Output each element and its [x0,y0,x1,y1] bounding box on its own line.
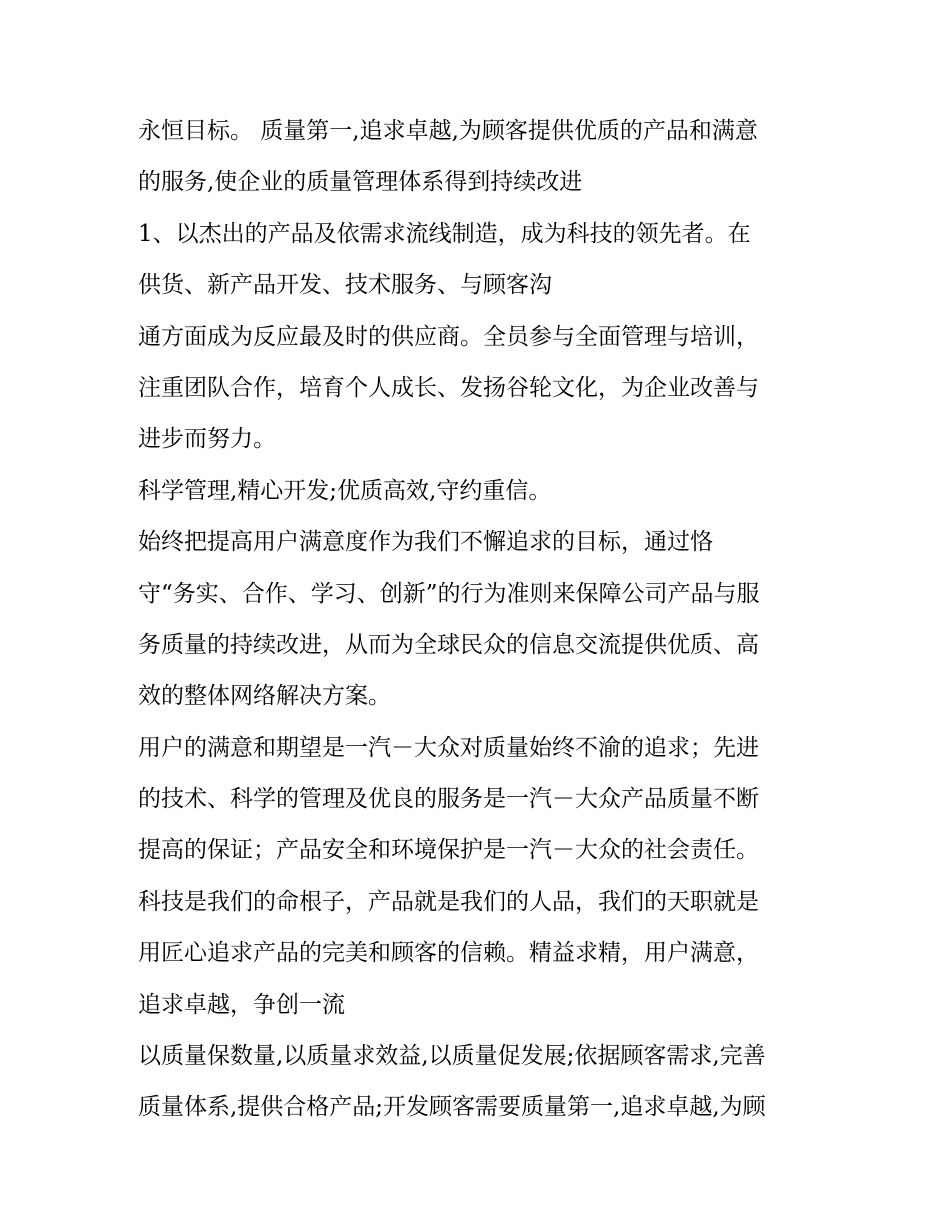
text-line: 守“务实、合作、学习、创新”的行为准则来保障公司产品与服 [138,580,760,607]
text-line: 提高的保证；产品安全和环境保护是一汽－大众的社会责任。 [138,837,759,864]
text-line: 务质量的持续改进，从而为全球民众的信息交流提供优质、高 [138,631,759,658]
text-line: 科学管理,精心开发;优质高效,守约重信。 [138,477,552,504]
text-line: 始终把提高用户满意度作为我们不懈追求的目标，通过恪 [138,529,713,556]
text-line: 进步而努力。 [138,426,276,453]
text-line: 科技是我们的命根子，产品就是我们的人品，我们的天职就是 [138,888,759,915]
text-line: 用匠心追求产品的完美和顾客的信赖。精益求精，用户满意， [138,940,759,967]
text-line: 的服务,使企业的质量管理体系得到持续改进 [138,169,583,196]
text-line: 通方面成为反应最及时的供应商。全员参与全面管理与培训， [138,323,759,350]
text-line: 永恒目标。 质量第一,追求卓越,为顾客提供优质的产品和满意 [138,118,758,144]
text-line: 用户的满意和期望是一汽－大众对质量始终不渝的追求；先进 [138,734,759,761]
document-text [138,106,818,1134]
text-line: 效的整体网络解决方案。 [138,683,391,710]
text-line: 注重团队合作，培育个人成长、发扬谷轮文化，为企业改善与 [138,374,759,401]
text-line: 的技术、科学的管理及优良的服务是一汽－大众产品质量不断 [138,786,759,813]
text-line: 供货、新产品开发、技术服务、与顾客沟 [138,272,552,299]
text-line: 以质量保数量,以质量求效益,以质量促发展;依据顾客需求,完善 [138,1043,766,1070]
text-line: 追求卓越，争创一流 [138,991,345,1018]
text-line: 质量体系,提供合格产品;开发顾客需要质量第一,追求卓越,为顾 [138,1094,766,1121]
text-line: 1、以杰出的产品及依需求流线制造，成为科技的领先者。在 [138,220,751,247]
